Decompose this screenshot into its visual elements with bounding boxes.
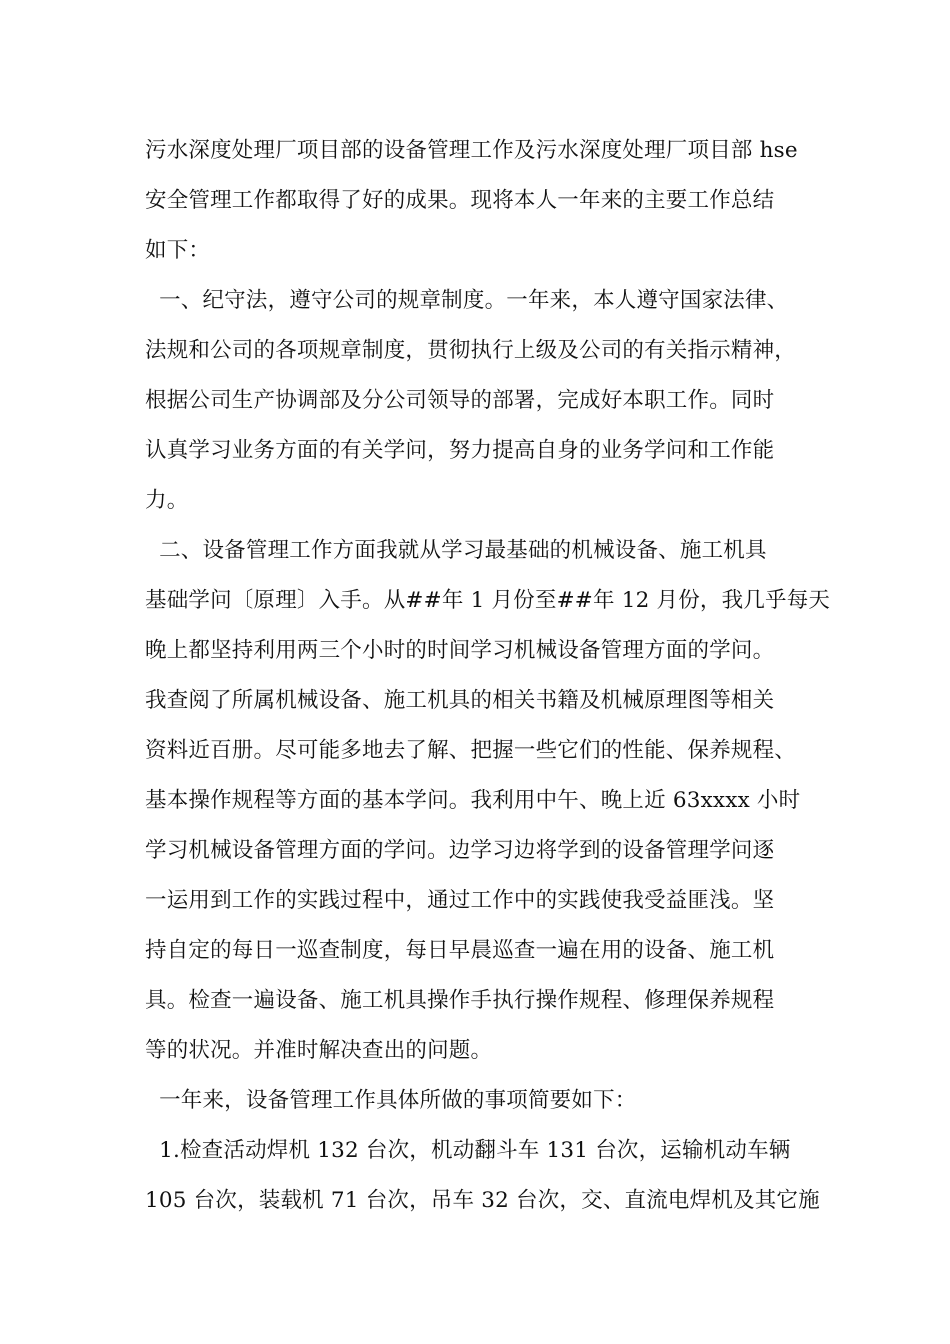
text-line: 二、设备管理工作方面我就从学习最基础的机械设备、施工机具 <box>145 538 767 563</box>
text-line: 我查阅了所属机械设备、施工机具的相关书籍及机械原理图等相关 <box>145 688 775 713</box>
text-line: 晚上都坚持利用两三个小时的时间学习机械设备管理方面的学问。 <box>145 638 775 663</box>
text-line: 基础学问〔原理〕入手。从##年 1 月份至##年 12 月份，我几乎每天 <box>145 588 831 613</box>
text-line: 105 台次，装载机 71 台次，吊车 32 台次，交、直流电焊机及其它施 <box>145 1188 820 1213</box>
text-line: 污水深度处理厂项目部的设备管理工作及污水深度处理厂项目部 hse <box>145 138 798 163</box>
text-line: 安全管理工作都取得了好的成果。现将本人一年来的主要工作总结 <box>145 188 775 213</box>
text-line: 资料近百册。尽可能多地去了解、把握一些它们的性能、保养规程、 <box>145 738 797 763</box>
text-line: 学习机械设备管理方面的学问。边学习边将学到的设备管理学问逐 <box>145 838 775 863</box>
text-line: 如下： <box>145 238 211 263</box>
text-line: 法规和公司的各项规章制度，贯彻执行上级及公司的有关指示精神， <box>145 338 797 363</box>
text-line: 基本操作规程等方面的基本学问。我利用中午、晚上近 63xxxx 小时 <box>145 788 801 813</box>
text-line: 认真学习业务方面的有关学问，努力提高自身的业务学问和工作能 <box>145 438 775 463</box>
text-line: 根据公司生产协调部及分公司领导的部署，完成好本职工作。同时 <box>145 388 775 413</box>
text-line: 1.检查活动焊机 132 台次，机动翻斗车 131 台次，运输机动车辆 <box>145 1138 791 1163</box>
text-line: 一、纪守法，遵守公司的规章制度。一年来，本人遵守国家法律、 <box>145 288 789 313</box>
text-line: 一年来，设备管理工作具体所做的事项简要如下： <box>145 1088 637 1113</box>
text-line: 等的状况。并准时解决查出的问题。 <box>145 1038 493 1063</box>
text-line: 具。检查一遍设备、施工机具操作手执行操作规程、修理保养规程 <box>145 988 775 1013</box>
text-line: 力。 <box>145 488 189 513</box>
text-line: 持自定的每日一巡查制度，每日早晨巡查一遍在用的设备、施工机 <box>145 938 775 963</box>
text-line: 一运用到工作的实践过程中，通过工作中的实践使我受益匪浅。坚 <box>145 888 775 913</box>
